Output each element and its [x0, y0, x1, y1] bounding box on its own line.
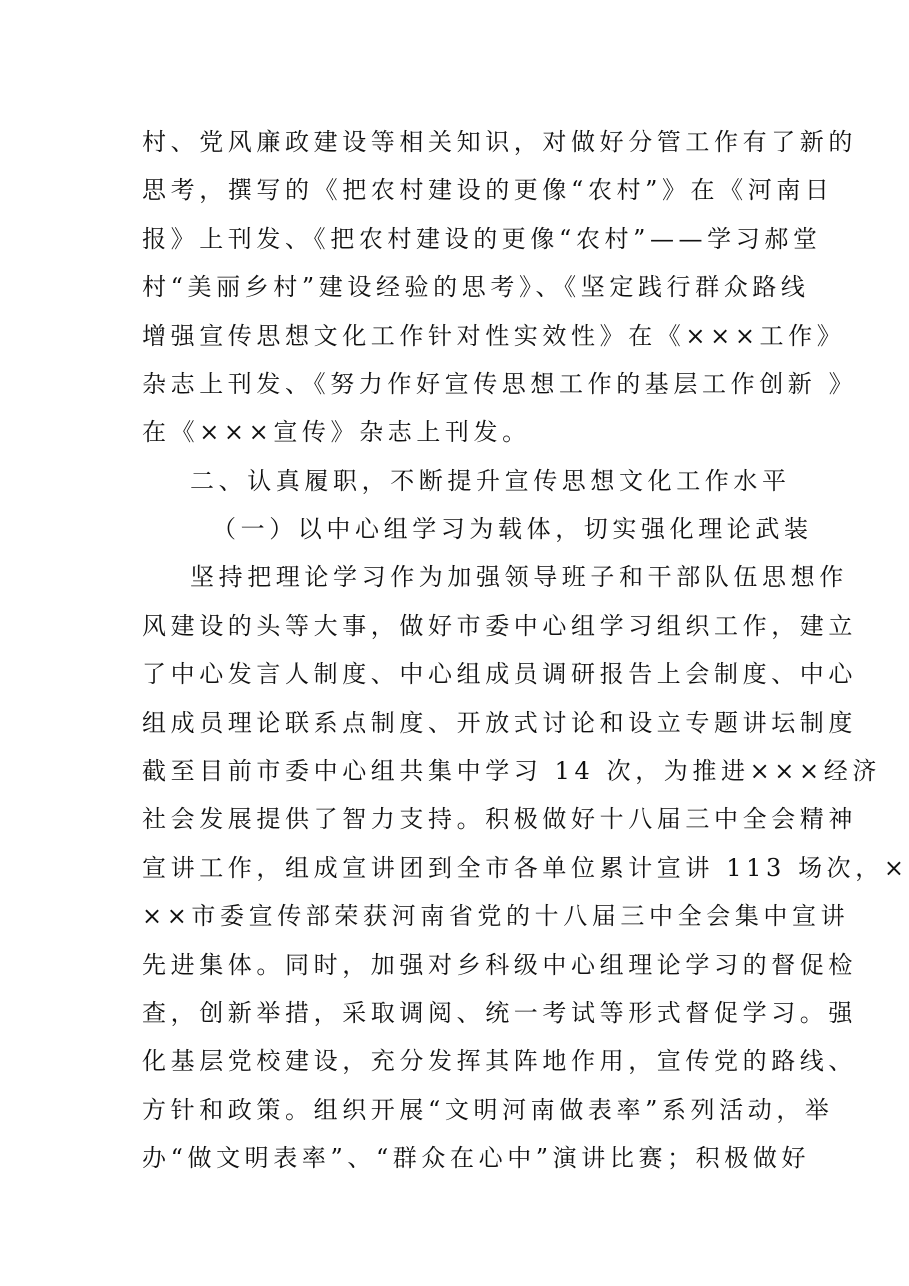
section-heading: 二、认真履职，不断提升宣传思想文化工作水平: [190, 467, 791, 495]
paragraph-line: 杂志上刊发、《努力作好宣传思想工作的基层工作创新 》: [142, 370, 858, 398]
paragraph-line: 化基层党校建设，充分发挥其阵地作用，宣传党的路线、: [142, 1047, 857, 1075]
paragraph-line: 办“做文明表率”、“群众在心中”演讲比赛；积极做好: [142, 1144, 811, 1172]
paragraph-line: 社会发展提供了智力支持。积极做好十八届三中全会精神: [142, 805, 857, 833]
paragraph-line: 在《×××宣传》杂志上刊发。: [142, 418, 531, 446]
paragraph-line: 先进集体。同时，加强对乡科级中心组理论学习的督促检: [142, 951, 857, 979]
paragraph-line: ××市委宣传部荣获河南省党的十八届三中全会集中宣讲: [142, 902, 850, 930]
paragraph-line: 截至目前市委中心组共集中学习 14 次，为推进×××经济: [142, 757, 881, 785]
paragraph-line: 了中心发言人制度、中心组成员调研报告上会制度、中心: [142, 660, 857, 688]
paragraph-line: 查，创新举措，采取调阅、统一考试等形式督促学习。强: [142, 999, 857, 1027]
paragraph-line: 增强宣传思想文化工作针对性实效性》在《×××工作》: [142, 322, 846, 350]
paragraph-line: 坚持把理论学习作为加强领导班子和干部队伍思想作: [190, 563, 848, 591]
paragraph-line: 思考，撰写的《把农村建设的更像“农村”》在《河南日: [142, 176, 834, 204]
paragraph-line: 报》上刊发、《把农村建设的更像“农村”——学习郝堂: [142, 225, 822, 253]
paragraph-line: 村“美丽乡村”建设经验的思考》、《坚定践行群众路线: [142, 273, 810, 301]
paragraph-line: 风建设的头等大事，做好市委中心组学习组织工作，建立: [142, 612, 857, 640]
paragraph-line: 组成员理论联系点制度、开放式讨论和设立专题讲坛制度: [142, 709, 857, 737]
paragraph-line: 村、党风廉政建设等相关知识，对做好分管工作有了新的: [142, 128, 857, 156]
paragraph-line: 方针和政策。组织开展“文明河南做表率”系列活动，举: [142, 1096, 834, 1124]
subsection-heading: （一）以中心组学习为载体，切实强化理论武装: [212, 515, 813, 543]
paragraph-line: 宣讲工作，组成宣讲团到全市各单位累计宣讲 113 场次，×: [142, 854, 909, 882]
